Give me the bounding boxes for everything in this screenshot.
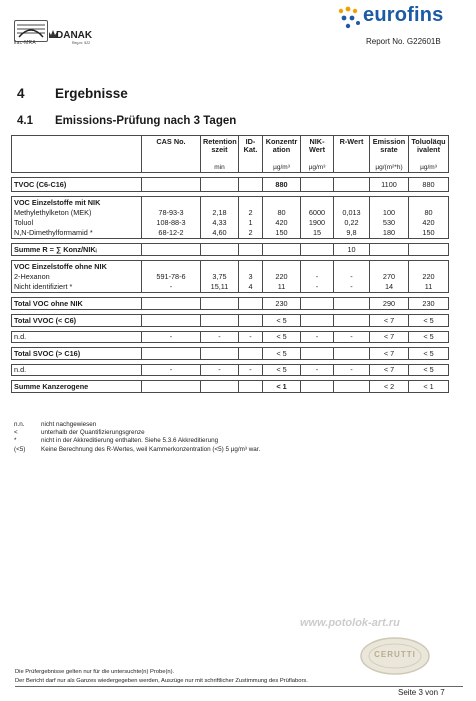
cell-nik: - <box>301 365 334 376</box>
cell-em: 180 <box>370 228 409 239</box>
footnotes <box>14 421 260 454</box>
cerutti-stamp <box>350 634 440 678</box>
table-row <box>12 218 449 228</box>
table-row <box>12 208 449 218</box>
cell-cas: - <box>142 365 201 376</box>
cell-r: - <box>334 365 370 376</box>
table-row-tvoc <box>12 178 449 192</box>
cell-konz: < 5 <box>263 348 301 360</box>
table-row-group <box>12 261 449 273</box>
cell-rt: 4,60 <box>201 228 239 239</box>
subsection-number: 4.1 <box>17 115 33 127</box>
cell-id: - <box>239 365 263 376</box>
cell-rt: 3,75 <box>201 272 239 282</box>
cell-tol: 420 <box>409 218 449 228</box>
cell-r: 10 <box>334 244 370 256</box>
table-row-vvoc <box>12 315 449 327</box>
cell-konz: 150 <box>263 228 301 239</box>
unit-cell: µg/(m²*h) <box>370 162 409 173</box>
cell-nik: - <box>301 282 334 293</box>
cell-em: 530 <box>370 218 409 228</box>
cell-id: 2 <box>239 228 263 239</box>
cell-r: 9,8 <box>334 228 370 239</box>
report-number: Report No. G22601B <box>366 37 441 46</box>
cell-konz: 880 <box>263 178 301 192</box>
cell-em: 100 <box>370 208 409 218</box>
cell-id: 3 <box>239 272 263 282</box>
footer-note-2: Der Bericht darf nur als Ganzes wiedergegeben werden, Auszüge nur mit schriftlicher Zustimmung des Prüflabors. <box>15 678 308 684</box>
cell-tol: < 5 <box>409 332 449 343</box>
row-label: Summe Kanzerogene <box>12 381 142 393</box>
cell-konz: < 1 <box>263 381 301 393</box>
cell-cas: 108-88-3 <box>142 218 201 228</box>
cell-cas: 68-12-2 <box>142 228 201 239</box>
table-row <box>12 282 449 293</box>
cell-cas: - <box>142 332 201 343</box>
cell-em: < 7 <box>370 365 409 376</box>
cell-tol: 11 <box>409 282 449 293</box>
cell-id: 2 <box>239 208 263 218</box>
section-title: Ergebnisse <box>55 86 128 101</box>
cell-em: 14 <box>370 282 409 293</box>
cell-cas: 591-78-6 <box>142 272 201 282</box>
cell-r: - <box>334 272 370 282</box>
footer-note-1: Die Prüfergebnisse gelten nur für die untersuchte(n) Probe(n). <box>15 669 175 675</box>
cell-tol: < 5 <box>409 315 449 327</box>
stamp-label: CERUTTI <box>374 650 416 659</box>
cell-nik: 1900 <box>301 218 334 228</box>
group-label: VOC Einzelstoffe mit NIK <box>12 197 142 209</box>
section-number: 4 <box>17 86 25 101</box>
footer-divider <box>15 686 463 687</box>
header-nik: NIK-Wert <box>301 136 334 163</box>
cell-konz: < 5 <box>263 365 301 376</box>
header-id-kat: ID-Kat. <box>239 136 263 163</box>
unit-cell: µg/m³ <box>263 162 301 173</box>
table-units-row <box>12 162 449 173</box>
header-retention: Retention szeit <box>201 136 239 163</box>
header-toluol: Toluoläqu ivalent <box>409 136 449 163</box>
row-label: Total VVOC (< C6) <box>12 315 142 327</box>
unit-cell <box>12 162 142 173</box>
cell-konz: 230 <box>263 298 301 310</box>
cell-rt: - <box>201 332 239 343</box>
eurofins-logo: eurofins <box>363 4 444 26</box>
cell-rt: 15,11 <box>201 282 239 293</box>
cell-tol: 80 <box>409 208 449 218</box>
cell-em: 290 <box>370 298 409 310</box>
cell-id: - <box>239 332 263 343</box>
row-label: Summe R = ∑ Konz/NIKᵢ <box>12 244 142 256</box>
table-row <box>12 365 449 376</box>
cell-em: < 7 <box>370 348 409 360</box>
cell-nik: - <box>301 272 334 282</box>
table-row-total-voc <box>12 298 449 310</box>
cell-r: 0,22 <box>334 218 370 228</box>
cell-emission: 1100 <box>370 178 409 192</box>
row-label: TVOC (C6-C16) <box>12 178 142 192</box>
ilac-logo <box>14 20 48 42</box>
unit-cell <box>239 162 263 173</box>
header-konzentration: Konzentr ation <box>263 136 301 163</box>
unit-cell: µg/m³ <box>409 162 449 173</box>
footnote: * nicht in der Akkreditierung enthalten. Siehe 5.3.6 Akkreditierung <box>14 437 219 445</box>
row-label: Total SVOC (> C16) <box>12 348 142 360</box>
cell-cas: - <box>142 282 201 293</box>
cell-toluol: 880 <box>409 178 449 192</box>
footnote: n.n. nicht nachgewiesen <box>14 421 97 428</box>
cell-nik: - <box>301 332 334 343</box>
cell-name: Nicht identifiziert * <box>12 282 142 293</box>
table-row-summe-r <box>12 244 449 256</box>
cell-konz: 80 <box>263 208 301 218</box>
cell-rt: - <box>201 365 239 376</box>
eurofins-dots-icon <box>337 6 363 30</box>
table-header-row <box>12 136 449 163</box>
table-row-group <box>12 197 449 209</box>
page-number: Seite 3 von 7 <box>398 688 445 697</box>
cell-tol: 220 <box>409 272 449 282</box>
results-table <box>11 135 449 393</box>
cell-em: 270 <box>370 272 409 282</box>
unit-cell: min <box>201 162 239 173</box>
cell-name: Toluol <box>12 218 142 228</box>
unit-cell: µg/m³ <box>301 162 334 173</box>
cell-konz: 11 <box>263 282 301 293</box>
cell-r: - <box>334 282 370 293</box>
header-r-wert: R-Wert <box>334 136 370 163</box>
table-row <box>12 228 449 239</box>
cell-tol: < 5 <box>409 348 449 360</box>
cell-konz: 420 <box>263 218 301 228</box>
danak-reg: Reg.nr. 522 <box>72 41 91 45</box>
unit-cell <box>334 162 370 173</box>
danak-logo: DANAK <box>56 30 93 41</box>
cell-r: 0,013 <box>334 208 370 218</box>
cell-name: n.d. <box>12 332 142 343</box>
header-emissionsrate: Emission srate <box>370 136 409 163</box>
cell-id: 4 <box>239 282 263 293</box>
subsection-title: Emissions-Prüfung nach 3 Tagen <box>55 115 237 127</box>
cell-rt: 2,18 <box>201 208 239 218</box>
table-row-kanzerogene <box>12 381 449 393</box>
cell-cas: 78-93-3 <box>142 208 201 218</box>
cell-konz: < 5 <box>263 332 301 343</box>
group-label: VOC Einzelstoffe ohne NIK <box>12 261 142 273</box>
cell-rt: 4,33 <box>201 218 239 228</box>
unit-cell <box>142 162 201 173</box>
header-cas: CAS No. <box>142 136 201 163</box>
table-row <box>12 332 449 343</box>
header-cell-empty <box>12 136 142 163</box>
row-label: Total VOC ohne NIK <box>12 298 142 310</box>
cell-tol: < 5 <box>409 365 449 376</box>
footnote: (<5) Keine Berechnung des R-Wertes, weil Kammerkonzentration (<5) 5 µg/m³ war. <box>14 445 261 453</box>
cell-name: 2-Hexanon <box>12 272 142 282</box>
cell-id: 1 <box>239 218 263 228</box>
cell-nik: 6000 <box>301 208 334 218</box>
table-row <box>12 272 449 282</box>
cell-r: - <box>334 332 370 343</box>
cell-name: n.d. <box>12 365 142 376</box>
cell-name: N,N-Dimethylformamid * <box>12 228 142 239</box>
footnote: < unterhalb der Quantifizierungsgrenze <box>14 429 145 437</box>
watermark-text: www.potolok-art.ru <box>300 617 400 629</box>
table-row-svoc <box>12 348 449 360</box>
cell-em: < 2 <box>370 381 409 393</box>
cell-tol: < 1 <box>409 381 449 393</box>
ilac-label: ilac-MRA <box>14 40 36 46</box>
ilac-mark-icon <box>15 21 47 41</box>
cell-konz: 220 <box>263 272 301 282</box>
cell-tol: 150 <box>409 228 449 239</box>
cell-konz: < 5 <box>263 315 301 327</box>
cell-tol: 230 <box>409 298 449 310</box>
cell-em: < 7 <box>370 332 409 343</box>
cell-name: Methylethylketon (MEK) <box>12 208 142 218</box>
cell-em: < 7 <box>370 315 409 327</box>
cell-nik: 15 <box>301 228 334 239</box>
